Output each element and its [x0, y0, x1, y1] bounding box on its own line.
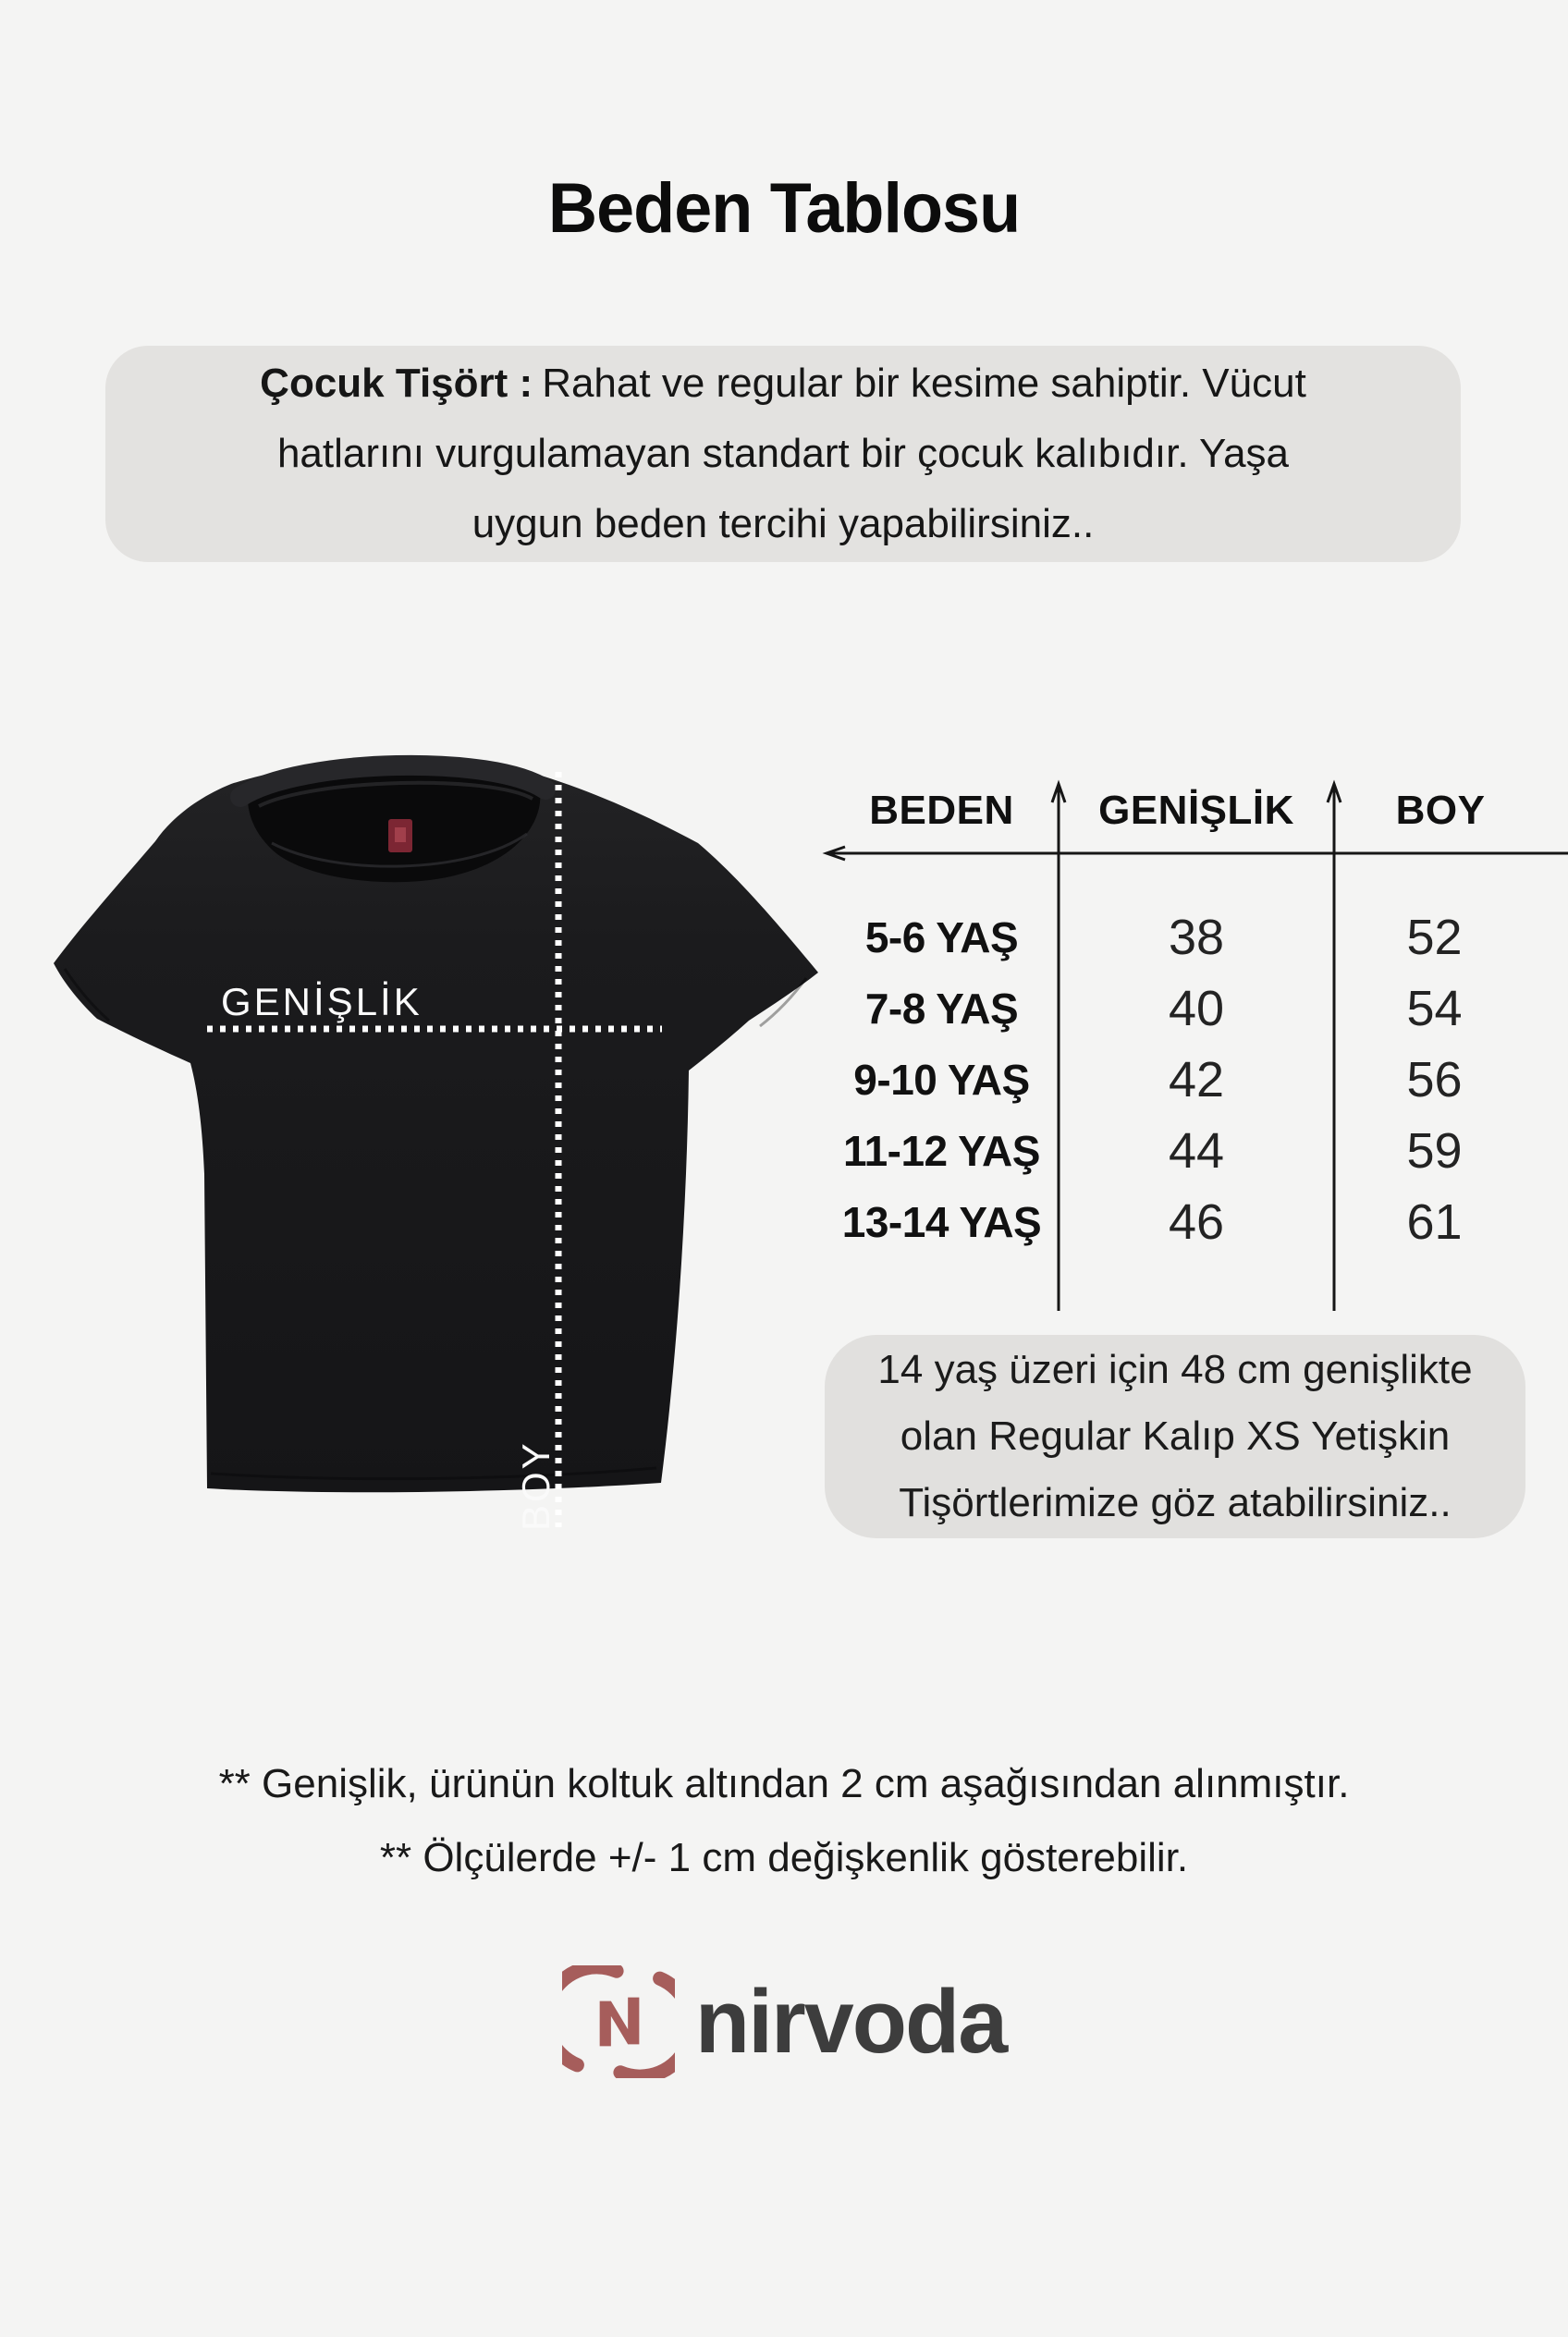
table-row-2-boy: 56	[1406, 1051, 1463, 1107]
collar-tag-logo-icon	[395, 827, 406, 842]
table-row-0-beden: 5-6 YAŞ	[864, 912, 1019, 961]
table-row-2-beden: 9-10 YAŞ	[853, 1055, 1030, 1104]
table-row-1-genislik: 40	[1168, 980, 1225, 1036]
brand-name: nirvoda	[694, 1971, 1007, 2072]
table-row-3-boy: 59	[1406, 1122, 1463, 1179]
table-header-boy: BOY	[1395, 788, 1486, 833]
table-row-4-genislik: 46	[1168, 1193, 1225, 1250]
note-line-2: olan Regular Kalıp XS Yetişkin	[900, 1413, 1451, 1459]
description-text-3: uygun beden tercihi yapabilirsiniz..	[472, 501, 1095, 546]
description-text-1: Rahat ve regular bir kesime sahiptir. Vücut	[542, 361, 1306, 406]
note-line-1: 14 yaş üzeri için 48 cm genişlikte	[877, 1347, 1473, 1392]
table-row-1-boy: 54	[1406, 980, 1463, 1036]
table-row-3-beden: 11-12 YAŞ	[843, 1126, 1040, 1175]
description-bold-label: Çocuk Tişört :	[260, 361, 533, 406]
table-row-2-genislik: 42	[1168, 1051, 1225, 1107]
adult-size-note-card	[825, 1335, 1525, 1538]
width-label: GENİŞLİK	[221, 980, 423, 1023]
description-text-2: hatlarını vurgulamayan standart bir çocuk kalıbıdır. Yaşa	[276, 431, 1290, 476]
size-table	[825, 901, 1535, 1257]
description-line-1	[105, 349, 1461, 419]
page-title: Beden Tablosu	[547, 169, 1021, 248]
description-card	[105, 346, 1461, 562]
footnote-width: ** Genişlik, ürünün koltuk altından 2 cm aşağısından alınmıştır.	[218, 1761, 1350, 1806]
tshirt-figure	[9, 730, 823, 1562]
note-line-3: Tişörtlerimize göz atabilirsiniz..	[899, 1480, 1452, 1525]
table-row-1-beden: 7-8 YAŞ	[864, 984, 1019, 1033]
height-label: BOY	[514, 1440, 557, 1531]
brand-logo	[0, 1962, 1568, 2082]
table-row-3-genislik: 44	[1168, 1122, 1225, 1179]
nirvoda-logo-icon	[562, 1965, 675, 2078]
table-header-beden: BEDEN	[869, 788, 1014, 833]
table-row-4-beden: 13-14 YAŞ	[841, 1197, 1042, 1246]
table-header-genislik: GENİŞLİK	[1098, 788, 1294, 833]
footnote-tolerance: ** Ölçülerde +/- 1 cm değişkenlik gösterebilir.	[379, 1835, 1189, 1880]
table-row-0-genislik: 38	[1168, 909, 1225, 965]
table-row-4-boy: 61	[1406, 1193, 1463, 1250]
table-row-0-boy: 52	[1406, 909, 1463, 965]
footnotes	[0, 1747, 1568, 1895]
